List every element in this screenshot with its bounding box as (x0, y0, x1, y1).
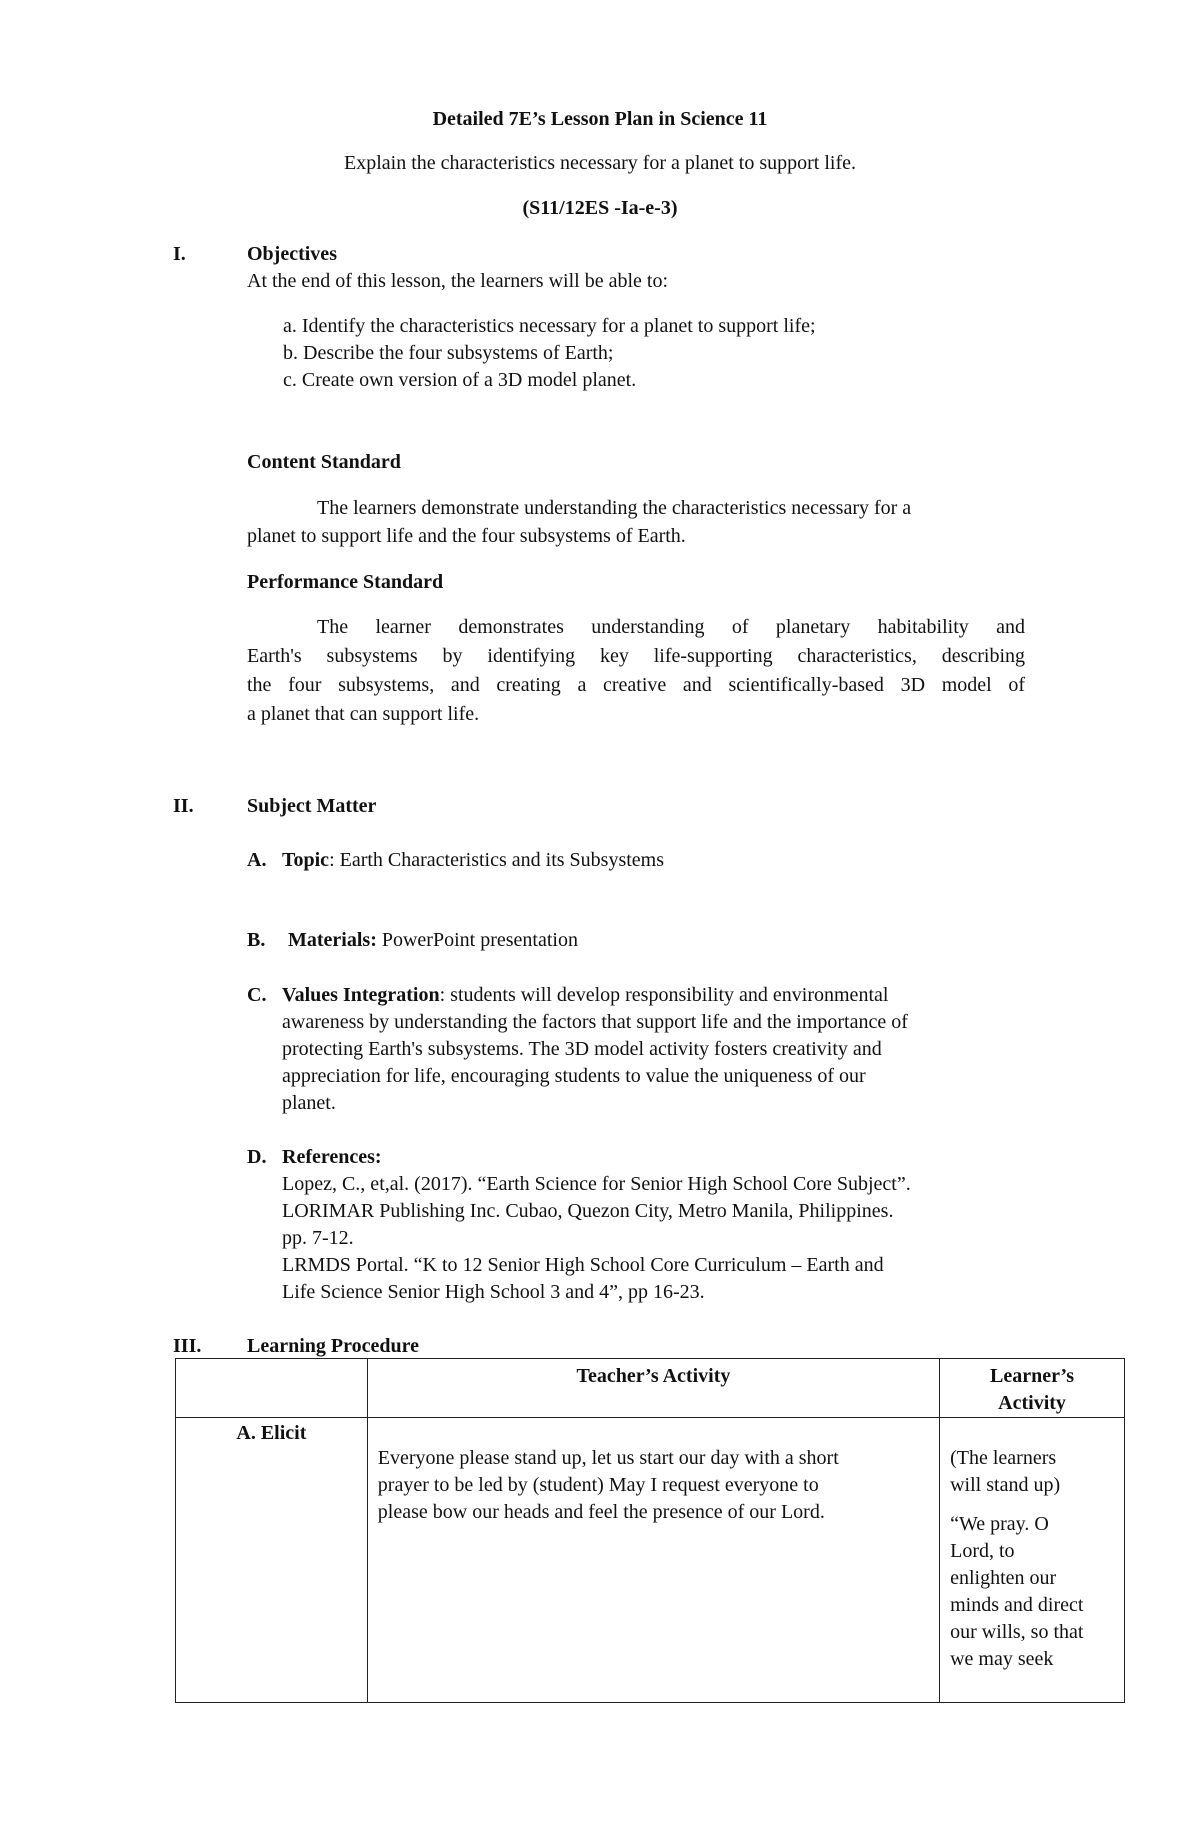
objectives-intro: At the end of this lesson, the learners will be able to: (247, 270, 669, 292)
section-numeral-ii: II. (173, 795, 194, 817)
values-line: appreciation for life, encouraging students to value the uniqueness of our (282, 1065, 866, 1087)
table-header-learner (940, 1359, 1125, 1418)
learner-activity-line: minds and direct (950, 1594, 1084, 1616)
objective-item: c. Create own version of a 3D model planet. (283, 369, 637, 391)
table-row (176, 1418, 1125, 1703)
performance-standard-heading: Performance Standard (247, 571, 444, 593)
reference-line: Life Science Senior High School 3 and 4”, pp 16-23. (282, 1281, 705, 1303)
learner-activity-line: enlighten our (950, 1567, 1057, 1589)
teacher-activity-line: Everyone please stand up, let us start our day with a short (377, 1447, 839, 1469)
content-standard-line: planet to support life and the four subsystems of Earth. (247, 525, 686, 547)
document-title: Detailed 7E’s Lesson Plan in Science 11 (432, 108, 768, 130)
materials-letter: B. (247, 929, 266, 951)
competency-code: (S11/12ES -Ia-e-3) (522, 197, 678, 219)
materials-value: PowerPoint presentation (381, 929, 578, 951)
performance-standard-line: a planet that can support life. (247, 703, 480, 725)
table-header-row (176, 1359, 1125, 1418)
learner-activity-text (940, 1418, 1124, 1673)
topic-label: Topic (282, 849, 330, 871)
topic-line (282, 849, 664, 872)
content-standard-heading: Content Standard (247, 451, 401, 473)
reference-line: LORIMAR Publishing Inc. Cubao, Quezon City, Metro Manila, Philippines. (282, 1200, 894, 1222)
topic-value: : Earth Characteristics and its Subsystems (329, 849, 665, 871)
reference-line: pp. 7-12. (282, 1227, 354, 1249)
subject-matter-heading: Subject Matter (247, 795, 377, 817)
objectives-heading: Objectives (247, 243, 337, 265)
learner-activity-header-line: Learner’s (990, 1365, 1075, 1387)
materials-label: Materials: (288, 929, 377, 951)
learner-activity-line: will stand up) (950, 1474, 1061, 1496)
learner-activity-cell (940, 1418, 1125, 1703)
teacher-activity-text (368, 1418, 939, 1526)
values-first-line (282, 984, 888, 1007)
teacher-activity-cell (367, 1418, 939, 1703)
learning-procedure-table (175, 1358, 1125, 1703)
learner-activity-line: (The learners (950, 1447, 1057, 1469)
teacher-activity-line: prayer to be led by (student) May I request everyone to (377, 1474, 819, 1496)
values-line: protecting Earth's subsystems. The 3D model activity fosters creativity and (282, 1038, 882, 1060)
values-letter: C. (247, 984, 267, 1006)
values-line: awareness by understanding the factors that support life and the importance of (282, 1011, 908, 1033)
section-numeral-i: I. (173, 243, 186, 265)
performance-standard-line: The learner demonstrates understanding of planetary habitability and (317, 616, 1025, 638)
table-header-empty (176, 1359, 368, 1418)
row-label-elicit: A. Elicit (236, 1422, 307, 1444)
content-standard-line: The learners demonstrate understanding the characteristics necessary for a (317, 497, 912, 519)
row-label-cell (176, 1418, 368, 1703)
learner-activity-line: we may seek (950, 1648, 1054, 1670)
reference-line: LRMDS Portal. “K to 12 Senior High School Core Curriculum – Earth and (282, 1254, 884, 1276)
values-line: planet. (282, 1092, 336, 1114)
performance-standard-line: the four subsystems, and creating a creative and scientifically-based 3D model of (247, 674, 1025, 696)
learner-activity-line: “We pray. O (950, 1513, 1049, 1535)
teacher-activity-line: please bow our heads and feel the presence of our Lord. (377, 1501, 825, 1523)
section-numeral-iii: III. (173, 1335, 202, 1357)
learning-procedure-heading: Learning Procedure (247, 1335, 420, 1357)
topic-letter: A. (247, 849, 267, 871)
teacher-activity-header: Teacher’s Activity (576, 1365, 731, 1387)
learner-activity-line: Lord, to (950, 1540, 1015, 1562)
document-subtitle: Explain the characteristics necessary for a planet to support life. (343, 152, 857, 174)
performance-standard-line: Earth's subsystems by identifying key life-supporting characteristics, describing (247, 645, 1025, 667)
objective-item: a. Identify the characteristics necessary for a planet to support life; (283, 315, 816, 337)
materials-line (288, 929, 578, 952)
objective-item: b. Describe the four subsystems of Earth; (283, 342, 614, 364)
reference-line: Lopez, C., et,al. (2017). “Earth Science for Senior High School Core Subject”. (282, 1173, 911, 1195)
values-first-text: : students will develop responsibility and environmental (439, 984, 889, 1006)
learner-activity-line: our wills, so that (950, 1621, 1084, 1643)
references-label: References: (282, 1146, 382, 1168)
table-header-teacher (367, 1359, 939, 1418)
learner-activity-header-line: Activity (998, 1392, 1066, 1414)
values-label: Values Integration (282, 984, 440, 1006)
references-letter: D. (247, 1146, 267, 1168)
